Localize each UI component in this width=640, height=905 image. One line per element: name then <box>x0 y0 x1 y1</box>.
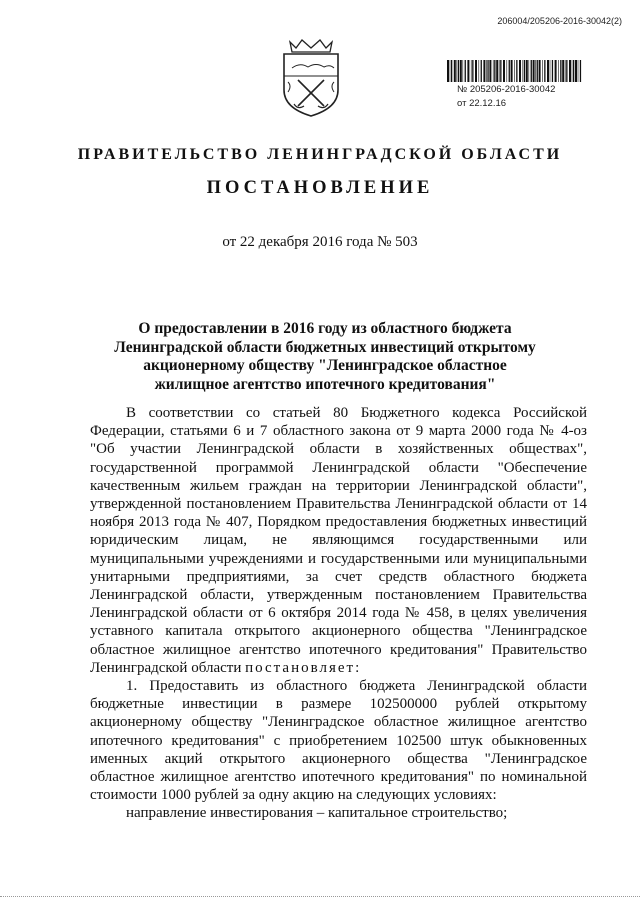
coat-of-arms-icon <box>280 36 342 118</box>
preamble-paragraph <box>90 404 587 677</box>
registration-date: от 22.12.16 <box>457 98 507 109</box>
page-bottom-edge <box>0 894 640 897</box>
barcode-icon <box>447 60 583 82</box>
document-type: ПОСТАНОВЛЕНИЕ <box>206 178 434 198</box>
decree-body <box>90 404 587 823</box>
decree-subject: О предоставлении в 2016 году из областного бюджета Ленинградской области бюджетных инвестиций открытому акционерному обществу "Ленинградское областное жилищное агентство ипотечного кредитования" <box>114 320 536 393</box>
decree-date: от 22 декабря 2016 года № 503 <box>222 234 418 250</box>
preamble-text: В соответствии со статьей 80 Бюджетного кодекса Российской Федерации, статьями 6 и 7 областного закона от 9 марта 2000 года № 4-оз "Об участии Ленинградской области в хозяйственных обществах", государственной программой Ленинградской области "Обеспечение качественным жильем граждан на территории Ленинградской области", утвержденной постановлением Правительства Ленинградской области от 14 ноября 2013 года № 407, Порядком предоставления бюджетных инвестиций юридическим лицам, не являющимся государственными или муниципальными учреждениями и государственными или муниципальными унитарными предприятиями, за счет средств областного бюджета Ленинградской области, утвержденным постановлением Правительства Ленинградской области от 6 октября 2014 года № 458, в целях увеличения уставного капитала открытого акционерного общества "Ленинградское областное жилищное агентство ипотечного кредитования" Правительство Ленинградской области <box>90 405 587 676</box>
registration-stamp <box>447 60 583 110</box>
resolves-word: постановляет: <box>245 659 362 676</box>
document-reference: 206004/205206-2016-30042(2) <box>497 16 622 26</box>
condition-paragraph: направление инвестирования – капитальное строительство; <box>126 805 508 822</box>
item-1-paragraph: 1. Предоставить из областного бюджета Ленинградской области бюджетные инвестиции в размере 102500000 рублей открытому акционерному обществу "Ленинградское областное жилищное агентство ипотечного кредитования" с приобретением 102500 штук обыкновенных именных акций открытого акционерного общества "Ленинградское областное жилищное агентство ипотечного кредитования" по номинальной стоимости 1000 рублей за одну акцию на следующих условиях: <box>90 678 587 804</box>
registration-number: № 205206-2016-30042 <box>457 84 556 95</box>
government-title: ПРАВИТЕЛЬСТВО ЛЕНИНГРАДСКОЙ ОБЛАСТИ <box>77 146 563 163</box>
